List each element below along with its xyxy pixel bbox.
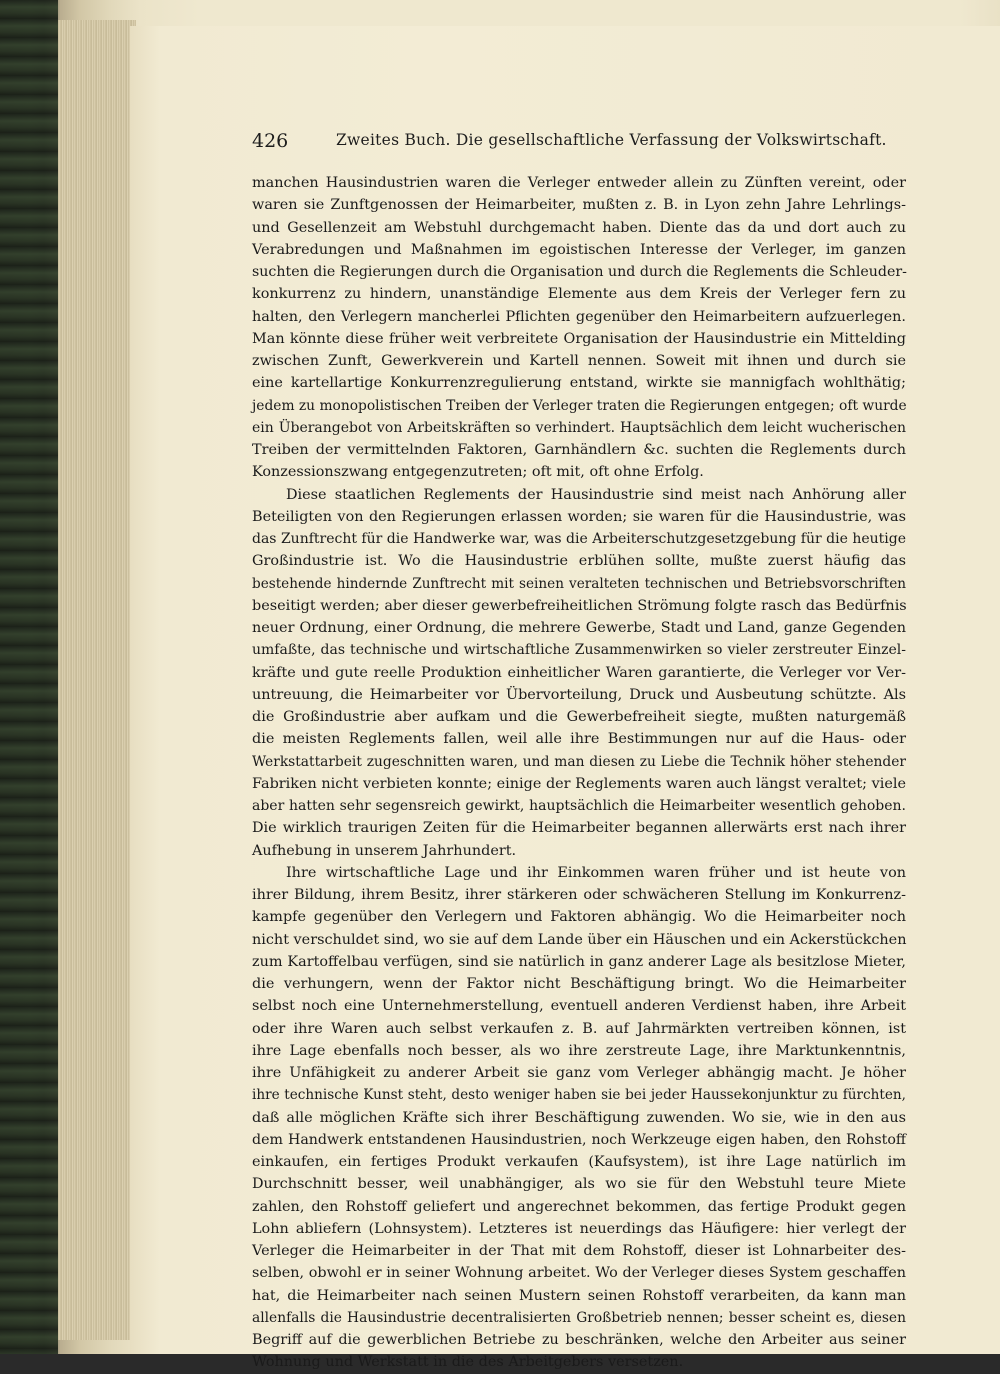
text-line: untreuung, die Heimarbeiter vor Übervorteilung, Druck und Ausbeutung schützte. Als bbox=[252, 686, 906, 703]
text-line: das Zunftrecht für die Handwerke war, was die Arbeiterschutzgesetzgebung für die heutige bbox=[252, 531, 906, 547]
text-line: Verleger die Heimarbeiter in der That mit dem Rohstoff, dieser ist Lohnarbeiter des- bbox=[252, 1243, 906, 1259]
text-line: und Gesellenzeit am Webstuhl durchgemacht haben. Diente das da und dort auch zu bbox=[252, 219, 906, 236]
text-line: zum Kartoffelbau verfügen, sind sie natürlich in ganz anderer Lage als besitzlose Mieter, bbox=[252, 953, 906, 970]
text-line: zwischen Zunft, Gewerkverein und Kartell nennen. Soweit mit ihnen und durch sie bbox=[252, 353, 906, 369]
text-line: einkaufen, ein fertiges Produkt verkaufen (Kaufsystem), ist ihre Lage natürlich im bbox=[252, 1154, 906, 1170]
text-line: allenfalls die Hausindustrie decentralisierten Großbetrieb nennen; besser scheint es, diesen bbox=[252, 1309, 906, 1326]
text-line: ihre Unfähigkeit zu anderer Arbeit sie ganz vom Verleger abhängig macht. Je höher bbox=[252, 1065, 906, 1081]
text-line: ihre Lage ebenfalls noch besser, als wo ihre zerstreute Lage, ihre Marktunkenntnis, bbox=[252, 1042, 906, 1059]
text-line: zahlen, den Rohstoff geliefert und angerechnet bekommen, das fertige Produkt gegen bbox=[252, 1198, 906, 1215]
page-number: 426 bbox=[252, 130, 289, 152]
page-edges bbox=[58, 20, 136, 1340]
text-line: manchen Hausindustrien waren die Verleger entweder allein zu Zünften vereint, oder bbox=[252, 175, 906, 191]
text-line: Man könnte diese früher weit verbreitete Organisation der Hausindustrie ein Mittelding bbox=[252, 330, 906, 347]
text-line: Ihre wirtschaftliche Lage und ihr Einkommen waren früher und ist heute von bbox=[286, 864, 906, 881]
text-line: selben, obwohl er in seiner Wohnung arbeitet. Wo der Verleger dieses System geschaffen bbox=[252, 1265, 906, 1282]
text-line: hat, die Heimarbeiter nach seinen Mustern seinen Rohstoff verarbeiten, da kann man bbox=[252, 1287, 906, 1304]
text-line: die meisten Reglements fallen, weil alle ihre Bestimmungen nur auf die Haus- oder bbox=[252, 731, 906, 748]
text-line: suchten die Regierungen durch die Organisation und durch die Reglements die Schleuder- bbox=[252, 264, 907, 280]
text-line: bestehende hindernde Zunftrecht mit seinen veralteten technischen und Betriebsvorschriften bbox=[252, 575, 906, 592]
text-line: Konzessionszwang entgegenzutreten; oft mit, oft ohne Erfolg. bbox=[252, 464, 704, 481]
text-line: aber hatten sehr segensreich gewirkt, hauptsächlich die Heimarbeiter wesentlich gehoben. bbox=[252, 798, 906, 814]
text-line: die verhungern, wenn der Faktor nicht Beschäftigung bringt. Wo die Heimarbeiter bbox=[252, 976, 906, 992]
text-line: nicht verschuldet sind, wo sie auf dem Lande über ein Häuschen und ein Ackerstückchen bbox=[252, 931, 907, 948]
text-line: Beteiligten von den Regierungen erlassen worden; sie waren für die Hausindustrie, was bbox=[252, 508, 906, 525]
text-line: konkurrenz zu hindern, unanständige Elemente aus dem Kreis der Verleger fern zu bbox=[252, 286, 906, 303]
text-line: Aufhebung in unserem Jahrhundert. bbox=[252, 842, 517, 859]
text-line: Wohnung und Werkstatt in die des Arbeitgebers versetzen. bbox=[252, 1354, 684, 1371]
text-line: halten, den Verlegern mancherlei Pflichten gegenüber den Heimarbeitern aufzuerlegen. bbox=[252, 308, 906, 325]
text-line: eine kartellartige Konkurrenzregulierung entstand, wirkte sie mannigfach wohlthätig; bbox=[252, 375, 906, 392]
text-line: waren sie Zunftgenossen der Heimarbeiter, mußten z. B. in Lyon zehn Jahre Lehrlings- bbox=[252, 197, 906, 214]
text-line: jedem zu monopolistischen Treiben der Verleger traten die Regierungen entgegen; oft wurde bbox=[252, 397, 907, 414]
text-line: kampfe gegenüber den Verlegern und Faktoren abhängig. Wo die Heimarbeiter noch bbox=[252, 909, 906, 926]
text-line: Werkstattarbeit zugeschnitten waren, und man diesen zu Liebe die Technik höher stehender bbox=[252, 753, 906, 770]
text-line: kräfte und gute reelle Produktion einheitlicher Waren garantierte, die Verleger vor Ver- bbox=[252, 664, 906, 681]
text-line: Großindustrie ist. Wo die Hausindustrie erblühen sollte, mußte zuerst häufig das bbox=[252, 553, 906, 570]
text-line: Durchschnitt besser, weil unabhängiger, als wo sie für den Webstuhl teure Miete bbox=[252, 1176, 906, 1193]
running-title: Zweites Buch. Die gesellschaftliche Verfassung der Volkswirtschaft. bbox=[336, 131, 887, 149]
text-line: daß alle möglichen Kräfte sich ihrer Beschäftigung zuwenden. Wo sie, wie in den aus bbox=[252, 1109, 906, 1126]
text-line: neuer Ordnung, einer Ordnung, die mehrere Gewerbe, Stadt und Land, ganze Gegenden bbox=[252, 620, 906, 636]
text-line: Verabredungen und Maßnahmen im egoistischen Interesse der Verleger, im ganzen bbox=[252, 241, 906, 258]
text-line: ihre technische Kunst steht, desto weniger haben sie bei jeder Haussekonjunktur zu fürchten, bbox=[252, 1087, 906, 1104]
text-line: beseitigt werden; aber dieser gewerbefreiheitlichen Strömung folgte rasch das Bedürfnis bbox=[252, 597, 907, 614]
page-header bbox=[252, 126, 906, 156]
text-line: oder ihre Waren auch selbst verkaufen z. B. auf Jahrmärkten vertreiben können, ist bbox=[252, 1020, 906, 1037]
body-text bbox=[252, 172, 906, 1374]
text-line: ihrer Bildung, ihrem Besitz, ihrer stärkeren oder schwächeren Stellung im Konkurrenz- bbox=[252, 887, 906, 903]
text-line: dem Handwerk entstandenen Hausindustrien, noch Werkzeuge eigen haben, den Rohstoff bbox=[252, 1131, 906, 1148]
text-line: Diese staatlichen Reglements der Hausindustrie sind meist nach Anhörung aller bbox=[286, 486, 906, 503]
text-line: ein Überangebot von Arbeitskräften so verhindert. Hauptsächlich dem leicht wucherischen bbox=[252, 419, 906, 436]
text-line: die Großindustrie aber aufkam und die Gewerbefreiheit siegte, mußten naturgemäß bbox=[252, 709, 906, 725]
text-line: Begriff auf die gewerblichen Betriebe zu beschränken, welche den Arbeiter aus seiner bbox=[252, 1332, 906, 1348]
text-line: umfaßte, das technische und wirtschaftliche Zusammenwirken so vieler zerstreuter Einzel- bbox=[252, 642, 906, 659]
text-line: Die wirklich traurigen Zeiten für die Heimarbeiter begannen allerwärts erst nach ihrer bbox=[252, 820, 906, 837]
text-line: Lohn abliefern (Lohnsystem). Letzteres ist neuerdings das Häufigere: hier verlegt der bbox=[252, 1220, 906, 1237]
text-line: Treiben der vermittelnden Faktoren, Garnhändlern &c. suchten die Reglements durch bbox=[252, 442, 906, 458]
text-line: selbst noch eine Unternehmerstellung, eventuell anderen Verdienst haben, ihre Arbeit bbox=[252, 998, 906, 1015]
text-line: Fabriken nicht verbieten konnte; einige der Reglements waren auch längst veraltet; viele bbox=[252, 775, 906, 792]
book-spine bbox=[0, 0, 58, 1354]
